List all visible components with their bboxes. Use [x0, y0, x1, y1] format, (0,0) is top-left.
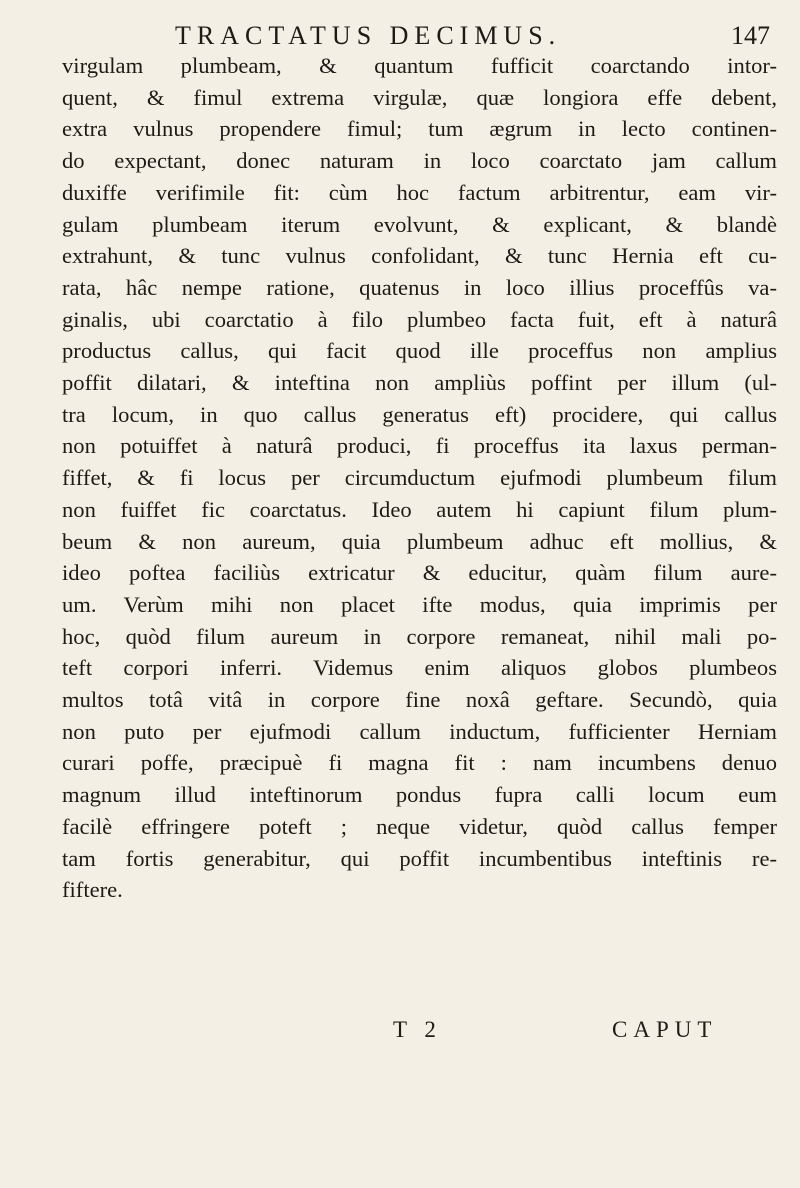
text-line: virgulam plumbeam, & quantum fufficit coarctando intor- — [62, 53, 777, 78]
text-line: rata, hâc nempe ratione, quatenus in loco illius proceffûs va- — [62, 274, 777, 300]
text-line: um. Verùm mihi non placet ifte modus, quia imprimis per — [62, 591, 777, 617]
text-line: curari poffe, præcipuè fi magna fit : nam incumbens denuo — [62, 750, 777, 776]
text-line: non potuiffet à naturâ produci, fi proceffus ita laxus perman- — [62, 433, 777, 459]
text-line: do expectant, donec naturam in loco coarctato jam callum — [62, 148, 777, 174]
text-line: quent, & fimul extrema virgulæ, quæ longiora effe debent, — [62, 84, 777, 110]
text-line: gulam plumbeam iterum evolvunt, & explicant, & blandè — [62, 211, 777, 237]
text-line: duxiffe verifimile fit: cùm hoc factum arbitrentur, eam vir- — [62, 179, 777, 205]
text-line: tam fortis generabitur, qui poffit incumbentibus inteftinis re- — [62, 845, 777, 871]
text-line: tra locum, in quo callus generatus eft) procidere, qui callus — [62, 401, 777, 427]
running-head — [60, 18, 770, 54]
text-line: productus callus, qui facit quod ille proceffus non amplius — [62, 338, 777, 364]
text-line: teft corpori inferri. Videmus enim aliquos globos plumbeos — [62, 655, 777, 681]
text-line: beum & non aureum, quia plumbeum adhuc eft mollius, & — [62, 528, 777, 554]
text-line: extra vulnus propendere fimul; tum ægrum in lecto continen- — [62, 116, 777, 142]
running-title: TRACTATUS DECIMUS. — [175, 21, 562, 50]
text-line: ideo poftea faciliùs extricatur & educitur, quàm filum aure- — [62, 560, 777, 586]
text-line: facilè effringere poteft ; neque videtur, quòd callus femper — [62, 813, 777, 839]
text-line: ginalis, ubi coarctatio à filo plumbeo facta fuit, eft à naturâ — [62, 306, 777, 332]
text-line: hoc, quòd filum aureum in corpore remaneat, nihil mali po- — [62, 623, 777, 649]
text-line: non puto per ejufmodi callum inductum, fufficienter Herniam — [62, 718, 777, 744]
text-line: fiftere. — [62, 877, 123, 903]
page-footer — [0, 1015, 800, 1045]
body-text — [62, 50, 777, 906]
catchword: CAPUT — [612, 1017, 718, 1042]
text-line: poffit dilatari, & inteftina non ampliùs poffint per illum (ul- — [62, 370, 777, 396]
text-line: multos totâ vitâ in corpore fine noxâ geftare. Secundò, quia — [62, 687, 777, 713]
text-line: fiffet, & fi locus per circumductum ejufmodi plumbeum filum — [62, 465, 777, 491]
text-line: extrahunt, & tunc vulnus confolidant, & tunc Hernia eft cu- — [62, 243, 777, 269]
signature-mark: T 2 — [393, 1017, 442, 1042]
page-number: 147 — [731, 21, 770, 50]
text-line: non fuiffet fic coarctatus. Ideo autem hi capiunt filum plum- — [62, 496, 777, 522]
text-line: magnum illud inteftinorum pondus fupra calli locum eum — [62, 782, 777, 808]
